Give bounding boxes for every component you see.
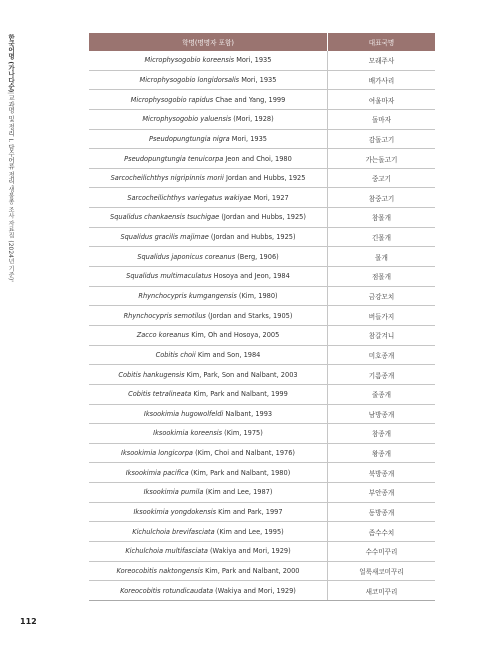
species-binomial: Microphysogobio longidorsalis [139,75,240,84]
side-subtitle: '생물종 조사 자료집 (2024년 기준)' [7,185,14,282]
species-binomial: Iksookimia yongdokensis [133,508,217,517]
species-author: Mori, 1935 [229,134,267,143]
korean-name-cell: 참갈겨니 [328,325,436,345]
species-author: Hosoya and Jeon, 1984 [211,272,290,281]
species-author: (Jordan and Hubbs, 1925) [219,213,306,222]
species-author: Mori, 1935 [234,56,272,65]
species-author: Kim and Park, 1997 [216,508,283,517]
table-row [89,463,435,483]
scientific-name-cell [89,581,328,601]
species-binomial: Rhynchocypris semotilus [123,311,206,320]
species-author: Chae and Yang, 1999 [213,95,286,104]
species-binomial: Cobitis choii [155,350,196,359]
species-binomial: Kichulchoia brevifasciata [132,527,215,536]
table-row [89,502,435,522]
scientific-name-cell [89,365,328,385]
korean-name-cell: 얼룩새코미꾸리 [328,561,436,581]
scientific-name-cell [89,51,328,70]
species-author: (Kim, 1975) [222,429,263,438]
korean-name-cell: 좀수수치 [328,522,436,542]
korean-name-cell: 배가사리 [328,70,436,90]
scientific-name-cell [89,286,328,306]
korean-name-cell: 왕종개 [328,443,436,463]
scientific-name-cell [89,70,328,90]
table-row [89,188,435,208]
species-author: (Kim, Choi and Nalbant, 1976) [192,449,295,458]
table-row [89,109,435,129]
scientific-name-cell [89,443,328,463]
species-binomial: Iksookimia pacifica [125,468,189,477]
species-author: Mori, 1935 [239,75,277,84]
scientific-name-cell [89,227,328,247]
korean-name-cell: 남방종개 [328,404,436,424]
scientific-name-cell [89,306,328,326]
korean-name-cell: 북방종개 [328,463,436,483]
scientific-name-cell [89,542,328,562]
species-binomial: Cobitis tetralineata [128,390,192,399]
korean-name-cell: 모래주사 [328,51,436,70]
species-binomial: Squalidus multimaculatus [126,272,212,281]
korean-name-cell: 참종개 [328,424,436,444]
table-row [89,149,435,169]
header-scientific-name: 학명(명명자 포함) [89,33,328,51]
table-row [89,306,435,326]
species-author: (Berg, 1906) [235,252,279,261]
scientific-name-cell [89,267,328,287]
table-row [89,90,435,110]
side-title-bold: 한국어명 (가나다순) [7,34,14,93]
korean-name-cell: 긴몰개 [328,227,436,247]
korean-name-cell: 여울마자 [328,90,436,110]
species-author: Jordan and Hubbs, 1925 [223,174,306,183]
species-author: Kim, Oh and Hosoya, 2005 [189,331,280,340]
korean-name-cell: 새코미꾸리 [328,581,436,601]
species-binomial: Zacco koreanus [136,331,190,340]
table-body [89,51,435,600]
species-binomial: Iksookimia pumila [143,488,204,497]
table-header-row [89,33,435,51]
species-author: Kim and Son, 1984 [195,350,261,359]
species-binomial: Sarcocheilichthys nigripinnis morii [110,174,224,183]
korean-name-cell: 동방종개 [328,502,436,522]
species-author: (Wakiya and Mori, 1929) [213,586,296,595]
table-row [89,168,435,188]
korean-name-cell: 버들가지 [328,306,436,326]
table-row [89,345,435,365]
scientific-name-cell [89,188,328,208]
table-row [89,581,435,601]
species-binomial: Cobitis hankugensis [118,370,185,379]
table-row [89,404,435,424]
species-binomial: Microphysogobio yaluensis [142,115,232,124]
species-author: (Wakiya and Mori, 1929) [207,547,291,556]
species-author: Kim, Park, Son and Nalbant, 2003 [184,370,298,379]
table-row [89,424,435,444]
table-row [89,51,435,70]
table-row [89,267,435,287]
species-author: Kim, Park and Nalbant, 2000 [203,566,300,575]
species-binomial: Iksookimia longicorpa [121,449,193,458]
korean-name-cell: 가는돌고기 [328,149,436,169]
scientific-name-cell [89,561,328,581]
species-author: (Mori, 1928) [231,115,274,124]
species-binomial: Sarcocheilichthys variegatus wakiyae [127,193,252,202]
species-author: Jeon and Choi, 1980 [223,154,292,163]
scientific-name-cell [89,424,328,444]
korean-name-cell: 금강모치 [328,286,436,306]
species-binomial: Pseudopungtungia tenuicorpa [124,154,224,163]
korean-name-cell: 중고기 [328,168,436,188]
side-title-middle: 교과명 및 정리 [7,94,14,137]
species-binomial: Iksookimia koreensis [153,429,223,438]
species-author: Kim, Park and Nalbant, 1999 [191,390,288,399]
table-row [89,365,435,385]
species-binomial: Squalidus gracilis majimae [120,233,209,242]
table-row [89,384,435,404]
korean-name-cell: 몰개 [328,247,436,267]
korean-name-cell: 감돌고기 [328,129,436,149]
korean-name-cell: 참몰개 [328,208,436,228]
species-binomial: Rhynchocypris kumgangensis [138,292,237,300]
table-row [89,325,435,345]
side-title-rest: I. 담수어류 정리 [7,138,14,184]
korean-name-cell: 돌마자 [328,109,436,129]
species-binomial: Kichulchoia multifasciata [125,547,208,556]
korean-name-cell: 기름종개 [328,365,436,385]
table-row [89,522,435,542]
table-row [89,561,435,581]
species-binomial: Pseudopungtungia nigra [149,134,230,143]
species-author: (Kim and Lee, 1987) [203,488,273,497]
table-row [89,70,435,90]
korean-name-cell: 점몰개 [328,267,436,287]
scientific-name-cell [89,129,328,149]
species-author: (Kim, 1980) [236,292,278,300]
species-binomial: Squalidus chankaensis tsuchigae [110,213,220,222]
scientific-name-cell [89,404,328,424]
species-binomial: Koreocobitis rotundicaudata [120,586,214,595]
korean-name-cell: 참중고기 [328,188,436,208]
species-binomial: Squalidus japonicus coreanus [137,252,236,261]
species-binomial: Iksookimia hugowolfeldi [143,409,224,418]
table-row [89,129,435,149]
species-author: (Jordan and Starks, 1905) [205,311,293,320]
scientific-name-cell [89,502,328,522]
scientific-name-cell [89,463,328,483]
scientific-name-cell [89,325,328,345]
species-binomial: Microphysogobio koreensis [144,56,235,65]
scientific-name-cell [89,345,328,365]
scientific-name-cell [89,168,328,188]
side-separator: | [7,92,14,95]
species-author: (Kim and Lee, 1995) [214,527,284,536]
scientific-name-cell [89,247,328,267]
table-row [89,542,435,562]
species-author: Nalbant, 1993 [223,409,273,418]
table-row [89,443,435,463]
species-binomial: Microphysogobio rapidus [130,95,214,104]
korean-name-cell: 수수미꾸리 [328,542,436,562]
korean-name-cell: 줄종개 [328,384,436,404]
scientific-name-cell [89,90,328,110]
scientific-name-cell [89,208,328,228]
table-row [89,227,435,247]
korean-name-cell: 부안종개 [328,483,436,503]
korean-name-cell: 미호종개 [328,345,436,365]
table-row [89,247,435,267]
species-table [89,33,435,601]
species-author: (Kim, Park and Nalbant, 1980) [188,468,291,477]
species-author: Mori, 1927 [251,193,289,202]
species-binomial: Koreocobitis naktongensis [116,566,204,575]
header-korean-name: 대표국명 [328,33,436,51]
table-row [89,208,435,228]
table-row [89,483,435,503]
scientific-name-cell [89,109,328,129]
scientific-name-cell [89,384,328,404]
page-number: 112 [20,617,37,626]
scientific-name-cell [89,483,328,503]
table-row [89,286,435,306]
species-author: (Jordan and Hubbs, 1925) [208,233,296,242]
scientific-name-cell [89,522,328,542]
scientific-name-cell [89,149,328,169]
